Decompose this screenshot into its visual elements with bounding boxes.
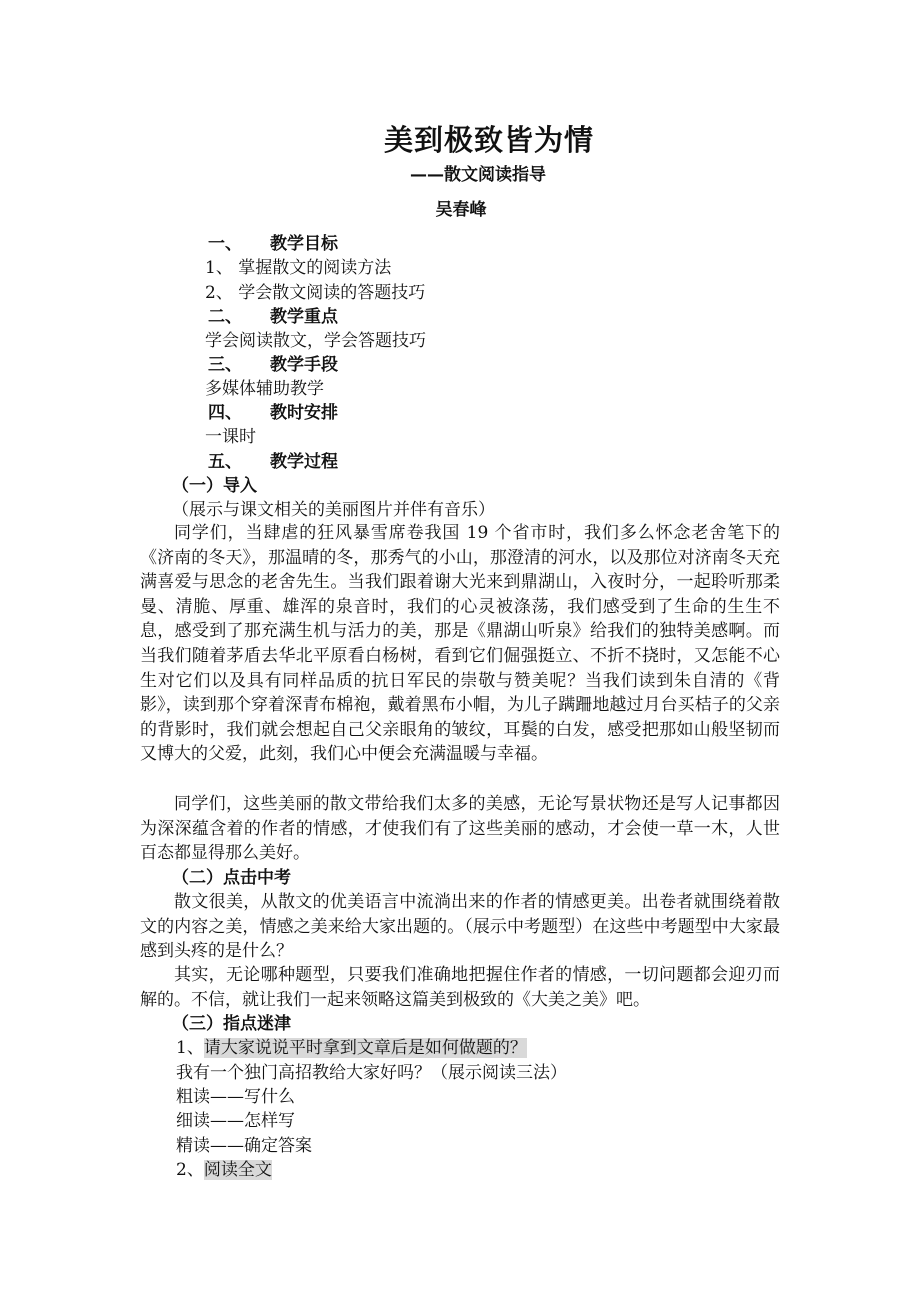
intro-paragraph-1: 同学们，当肆虐的狂风暴雪席卷我国 19 个省市时，我们多么怀念老舍笔下的《济南的冬天》，那温晴的冬，那秀气的小山，那澄清的河水，以及那位对济南冬天充满喜爱与思念的老舍先生。当我们跟着谢大光来到鼎湖山，入夜时分，一起聆听那柔曼、清脆、厚重、雄浑的泉音时，我们的心灵被涤荡，我们感受到了生命的生生不息，感受到了那充满生机与活力的美，那是《鼎湖山听泉》给我们的独特美感啊。而当我们随着茅盾去华北平原看白杨树，看到它们倔强挺立、不折不挠时，又怎能不心生对它们以及具有同样品质的抗日军民的崇敬与赞美呢？当我们读到朱自清的《背影》，读到那个穿着深青布棉袍，戴着黑布小帽，为儿子蹒跚地越过月台买桔子的父亲的背影时，我们就会想起自己父亲眼角的皱纹，耳鬓的白发，感受把那如山般坚韧而又博大的父爱，此刻，我们心中便会充满温暖与幸福。 (140, 523, 780, 765)
section-number: 四、 (208, 403, 242, 423)
schedule-text: 一课时 (205, 427, 256, 447)
section-number: 一、 (208, 234, 242, 254)
section-number: 五、 (208, 452, 242, 472)
intro-paragraph-2: 同学们，这些美丽的散文带给我们太多的美感，无论写景状物还是写人记事都因为深深蕴含着的作者的情感，才使我们有了这些美丽的感动，才会使一草一木，人世百态都显得那么美好。 (140, 794, 780, 864)
subsection-heading-exam: （二）点击中考 (172, 868, 291, 888)
highlighted-question: 请大家说说平时拿到文章后是如何做题的？ (203, 1038, 527, 1058)
section-number: 三、 (208, 355, 242, 375)
guidance-line-2: 我有一个独门高招教给大家好吗？（展示阅读三法） (176, 1063, 567, 1083)
section-title: 教学过程 (270, 452, 338, 472)
section-title: 教时安排 (270, 403, 338, 423)
item-number: 1、 (176, 1038, 204, 1058)
guidance-item-2 (176, 1158, 272, 1182)
section-heading-2 (208, 305, 338, 329)
document-author: 吴春峰 (435, 200, 487, 220)
teaching-means-text: 多媒体辅助教学 (205, 379, 324, 399)
section-title: 教学手段 (270, 355, 338, 375)
intro-note: （展示与课文相关的美丽图片并伴有音乐） (172, 500, 495, 520)
section-heading-1 (208, 232, 338, 256)
guidance-item-1 (176, 1036, 527, 1060)
section-heading-4 (208, 401, 338, 425)
subsection-heading-intro: （一）导入 (172, 476, 257, 496)
objective-item-2: 2、 学会散文阅读的答题技巧 (205, 283, 426, 303)
objective-item-1: 1、 掌握散文的阅读方法 (205, 258, 392, 278)
section-title: 教学重点 (270, 307, 338, 327)
reading-method-detail: 细读——怎样写 (176, 1111, 295, 1131)
section-heading-5 (208, 450, 338, 474)
reading-method-intensive: 精读——确定答案 (176, 1136, 312, 1156)
section-heading-3 (208, 353, 338, 377)
reading-method-rough: 粗读——写什么 (176, 1087, 295, 1107)
exam-paragraph-2: 其实，无论哪种题型，只要我们准确地把握住作者的情感，一切问题都会迎刃而解的。不信，就让我们一起来领略这篇美到极致的《大美之美》吧。 (140, 965, 780, 1010)
exam-paragraph-1: 散文很美，从散文的优美语言中流淌出来的作者的情感更美。出卷者就围绕着散文的内容之美，情感之美来给大家出题的。（展示中考题型）在这些中考题型中大家最感到头疼的是什么？ (140, 892, 780, 962)
document-subtitle: ——散文阅读指导 (410, 165, 546, 185)
section-title: 教学目标 (270, 234, 338, 254)
document-title: 美到极致皆为情 (383, 123, 594, 157)
section-number: 二、 (208, 307, 242, 327)
item-number: 2、 (176, 1160, 204, 1180)
key-point-text: 学会阅读散文，学会答题技巧 (205, 331, 426, 351)
subsection-heading-guidance: （三）指点迷津 (172, 1014, 291, 1034)
highlighted-instruction: 阅读全文 (203, 1160, 272, 1180)
